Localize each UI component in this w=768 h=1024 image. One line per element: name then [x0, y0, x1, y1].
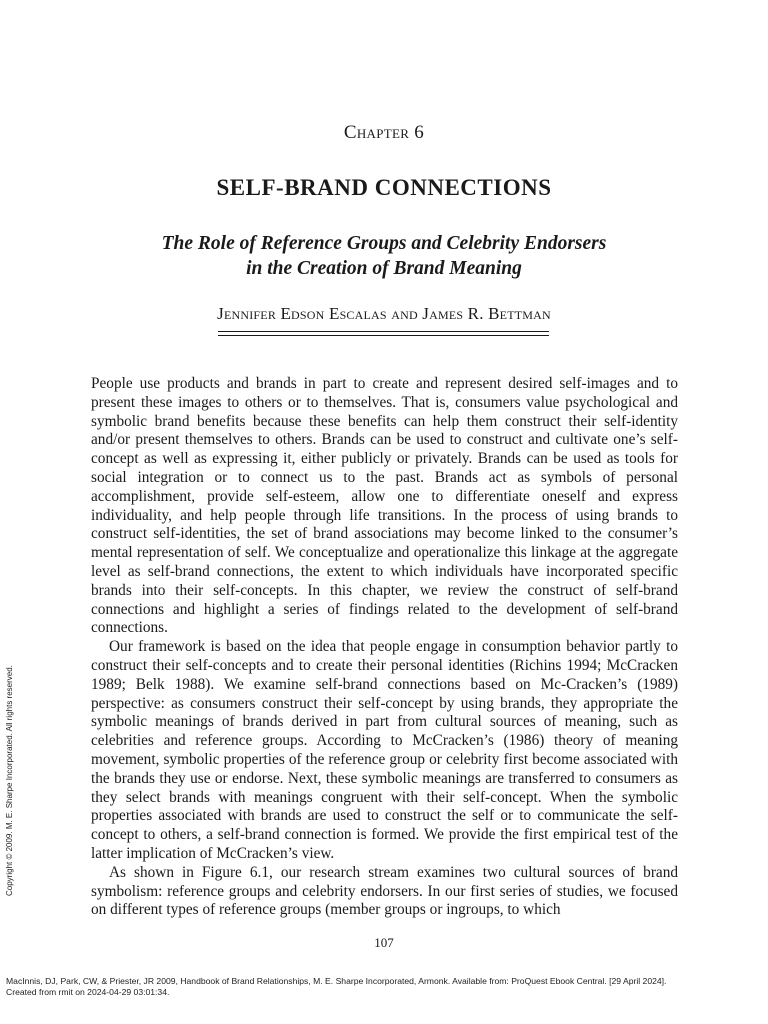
footer-citation-line: MacInnis, DJ, Park, CW, & Priester, JR 2009, Handbook of Brand Relationships, M. E. Sharpe Incorporated, Armonk. Available from: ProQuest Ebook Central. [29 April 2024].	[6, 976, 667, 986]
chapter-number: 6	[414, 122, 425, 143]
side-copyright-notice: Copyright © 2009. M. E. Sharpe Incorporated. All rights reserved.	[5, 665, 14, 896]
paragraph-2: Our framework is based on the idea that people engage in consumption behavior partly to construct their self-concepts and to create their personal identities (Richins 1994; McCracken 1989; Belk 1988). We examine self-brand connections based on Mc-Cracken’s (1989) perspective: as consumers construct their self-concept by using brands, they appropriate the symbolic meanings of brands derived in part from cultural sources of meaning, such as celebrities and reference groups. According to McCracken’s (1986) theory of meaning movement, symbolic properties of the reference group or celebrity first become associated with the brands they use or endorse. Next, these symbolic meanings are transferred to consumers as they select brands with meanings congruent with their self-concept. When the symbolic properties associated with brands are used to construct the self or to communicate the self-concept to others, a self-brand connection is formed. We provide the first empirical test of the latter implication of McCracken’s view.	[91, 638, 678, 862]
page-number: 107	[374, 935, 394, 950]
subtitle-line-1: The Role of Reference Groups and Celebrity Endorsers	[161, 233, 607, 254]
double-rule-bottom	[218, 335, 549, 336]
double-rule-top	[218, 331, 549, 332]
subtitle-line-2: in the Creation of Brand Meaning	[246, 258, 522, 279]
chapter-word: Chapter	[343, 122, 410, 143]
chapter-subtitle	[0, 231, 768, 281]
paragraph-3: As shown in Figure 6.1, our research stream examines two cultural sources of brand symbolism: reference groups and celebrity endorsers. In our first series of studies, we focused on different types of reference groups (member groups or ingroups, to which	[91, 863, 678, 919]
footer-created-line: Created from rmit on 2024-04-29 03:01:34.	[6, 986, 170, 997]
authors: Jennifer Edson Escalas and James R. Bettman	[217, 304, 551, 323]
paragraph-1: People use products and brands in part to create and represent desired self-images and to present these images to others or to themselves. That is, consumers value psychological and symbolic brand benefits because these benefits can help them construct their self-identity and/or present themselves to others. Brands can be used to construct and cultivate one’s self-concept as well as expressing it, either publicly or privately. Brands can be used as tools for social integration or to connect us to the past. Brands act as symbols of personal accomplishment, provide self-esteem, allow one to differentiate oneself and express individuality, and help people through life transitions. In the process of using brands to construct self-identities, the set of brand associations may become linked to the consumer’s mental representation of self. We conceptualize and operationalize this linkage at the aggregate level as self-brand connections, the extent to which individuals have incorporated specific brands into their self-concepts. In this chapter, we review the construct of self-brand connections and highlight a series of findings related to the development of self-brand connections.	[91, 375, 678, 637]
chapter-label	[0, 122, 768, 144]
chapter-title: SELF-BRAND CONNECTIONS	[216, 175, 552, 200]
footer-citation	[6, 976, 762, 997]
body-text	[91, 375, 678, 920]
